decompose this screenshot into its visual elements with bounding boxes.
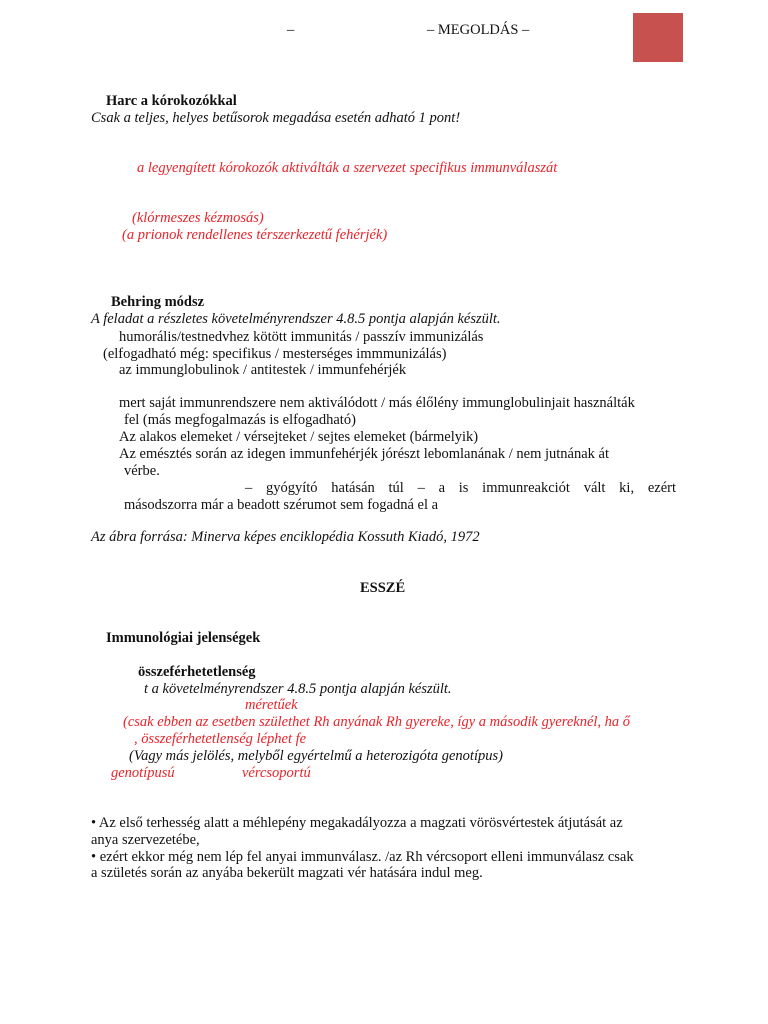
header-red-box bbox=[633, 13, 683, 62]
section1-red-answer-1: a legyengített kórokozók aktiválták a szervezet specifikus immunválaszát bbox=[137, 160, 558, 176]
essay-red-answer-1: méretűek bbox=[245, 697, 298, 713]
section2-line-3: az immunglobulinok / antitestek / immunfehérjék bbox=[119, 362, 407, 378]
section2-line-8: vérbe. bbox=[124, 463, 160, 479]
section2-line-1: humorális/testnedvhez kötött immunitás / passzív immunizálás bbox=[119, 329, 484, 345]
essay-red-answer-3: , összeférhetetlenség léphet fe bbox=[134, 731, 307, 747]
essay-red-answer-2: (csak ebben az esetben születhet Rh anyának Rh gyereke, így a második gyereknél, ha ő bbox=[123, 714, 631, 730]
essay-red-bloodtype: vércsoportú bbox=[242, 765, 311, 781]
section2-line-4: mert saját immunrendszere nem aktiválódott / más élőlény immunglobulinjait használták bbox=[119, 395, 635, 411]
essay-red-genotype: genotípusú bbox=[111, 765, 175, 781]
section2-source: Az ábra forrása: Minerva képes enciklopédia Kossuth Kiadó, 1972 bbox=[91, 529, 480, 545]
section1-red-answer-2: (klórmeszes kézmosás) bbox=[132, 210, 264, 226]
section2-title: Behring módsz bbox=[111, 294, 205, 310]
section2-last-line: másodszorra már a beadott szérumot sem fogadná el a bbox=[124, 497, 439, 513]
section1-red-answer-3: (a prionok rendellenes térszerkezetű fehérjék) bbox=[122, 227, 388, 243]
section1-title: Harc a kórokozókkal bbox=[106, 93, 237, 109]
bullet-line-4: a születés során az anyába bekerült magzati vér hatására indul meg. bbox=[91, 865, 483, 881]
bullet-line-2: anya szervezetébe, bbox=[91, 832, 200, 848]
essay-note: t a követelményrendszer 4.8.5 pontja alapján készült. bbox=[144, 681, 452, 697]
section2-line-6: Az alakos elemeket / vérsejteket / sejtes elemeket (bármelyik) bbox=[119, 429, 479, 445]
section2-note: A feladat a részletes követelményrendszer 4.8.5 pontja alapján készült. bbox=[91, 311, 501, 327]
section2-line-2: (elfogadható még: specifikus / mesterséges immmunizálás) bbox=[103, 346, 447, 362]
essay-title: Immunológiai jelenségek bbox=[106, 630, 261, 646]
section2-line-7: Az emésztés során az idegen immunfehérjék jórészt lebomlanának / nem jutnának át bbox=[119, 446, 609, 462]
section2-justified-line: – gyógyító hatásán túl – a is immunreakciót vált ki, ezért bbox=[245, 480, 676, 496]
bullet-line-3: • ezért ekkor még nem lép fel anyai immunválasz. /az Rh vércsoport elleni immunválasz csak bbox=[91, 849, 634, 865]
header-title: – MEGOLDÁS – bbox=[427, 22, 530, 38]
essay-italic-note: (Vagy más jelölés, melyből egyértelmű a heterozigóta genotípus) bbox=[129, 748, 503, 764]
section1-note: Csak a teljes, helyes betűsorok megadása esetén adható 1 pont! bbox=[91, 110, 461, 126]
bullet-line-1: • Az első terhesség alatt a méhlepény megakadályozza a magzati vörösvértestek átjutását az bbox=[91, 815, 623, 831]
header-dash: – bbox=[287, 22, 295, 38]
essay-heading: ESSZÉ bbox=[360, 580, 406, 596]
section2-line-5: fel (más megfogalmazás is elfogadható) bbox=[124, 412, 356, 428]
essay-subtitle: összeférhetetlenség bbox=[138, 664, 256, 680]
